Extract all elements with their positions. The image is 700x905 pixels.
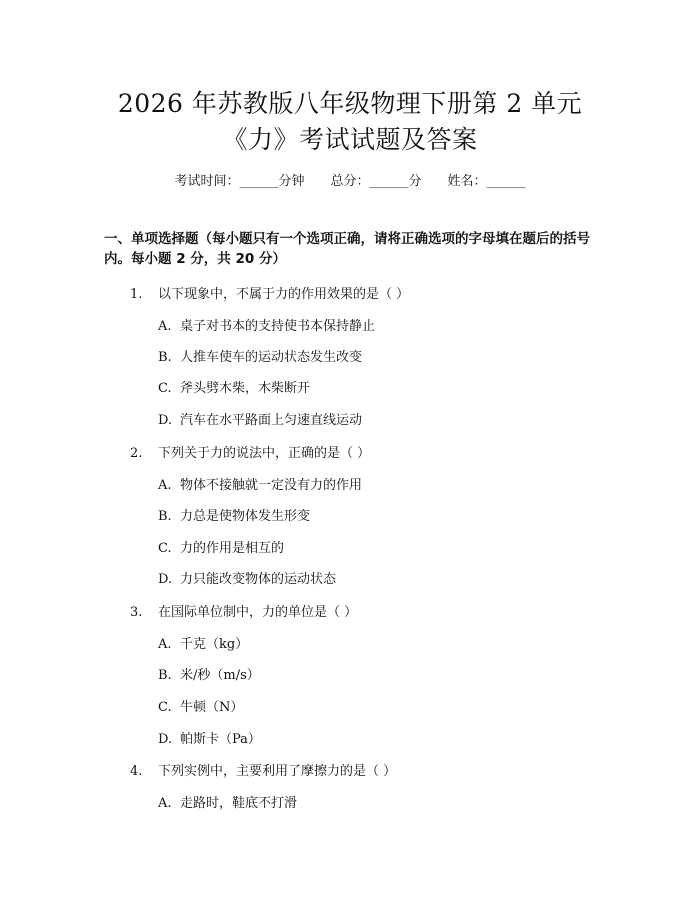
option-letter: B. (158, 509, 172, 524)
question-4 (130, 760, 396, 779)
option-letter: A. (158, 796, 172, 811)
option-3b (158, 664, 260, 683)
student-name-field: 姓名：______ (447, 174, 526, 189)
option-1a (158, 315, 375, 334)
option-2a (158, 474, 362, 493)
option-letter: A. (158, 637, 172, 652)
option-1d (158, 409, 362, 428)
option-text: 力的作用是相互的 (180, 541, 285, 556)
option-text: 米/秒（m/s） (180, 668, 260, 683)
question-2 (130, 442, 370, 461)
option-2b (158, 505, 310, 524)
option-2c (158, 537, 284, 556)
total-score-field: 总分：______分 (330, 174, 422, 189)
option-letter: C. (158, 700, 172, 715)
option-letter: C. (158, 541, 172, 556)
option-text: 走路时，鞋底不打滑 (180, 796, 298, 811)
option-letter: D. (158, 413, 173, 428)
option-text: 力只能改变物体的运动状态 (180, 572, 337, 587)
exam-title-line-2: 《力》考试试题及答案 (222, 125, 478, 154)
option-text: 力总是使物体发生形变 (180, 509, 311, 524)
option-text: 千克（kg） (180, 637, 249, 652)
option-3d (158, 728, 261, 747)
question-number: 3. (130, 605, 143, 620)
question-number: 2. (130, 446, 143, 461)
option-letter: A. (158, 319, 172, 334)
option-2d (158, 568, 336, 587)
option-letter: B. (158, 350, 172, 365)
question-number: 1. (130, 287, 143, 302)
option-text: 斧头劈木柴，木柴断开 (180, 381, 311, 396)
option-text: 帕斯卡（Pa） (180, 732, 261, 747)
exam-time-field: 考试时间：______分钟 (174, 174, 305, 189)
option-4a (158, 792, 297, 811)
option-3c (158, 696, 243, 715)
option-letter: B. (158, 668, 172, 683)
option-letter: D. (158, 572, 173, 587)
exam-title-line-1: 2026 年苏教版八年级物理下册第 2 单元 (117, 89, 583, 118)
question-text: 下列关于力的说法中，正确的是（ ） (158, 446, 371, 461)
question-text: 在国际单位制中，力的单位是（ ） (158, 605, 358, 620)
option-text: 牛顿（N） (180, 700, 244, 715)
option-text: 物体不接触就一定没有力的作用 (180, 478, 363, 493)
question-3 (130, 601, 357, 620)
question-1 (130, 283, 409, 302)
option-1c (158, 377, 310, 396)
option-text: 桌子对书本的支持使书本保持静止 (180, 319, 376, 334)
question-text: 下列实例中，主要利用了摩擦力的是（ ） (158, 764, 397, 779)
option-text: 人推车使车的运动状态发生改变 (180, 350, 363, 365)
question-text: 以下现象中，不属于力的作用效果的是（ ） (158, 287, 410, 302)
option-letter: D. (158, 732, 173, 747)
exam-info-bar (0, 170, 700, 189)
question-number: 4. (130, 764, 143, 779)
section-heading: 一、单项选择题（每小题只有一个选项正确，请将正确选项的字母填在题后的括号内。每小题 2 分，共 20 分） (104, 231, 590, 267)
option-1b (158, 346, 362, 365)
option-3a (158, 633, 248, 652)
option-text: 汽车在水平路面上匀速直线运动 (180, 413, 363, 428)
option-letter: C. (158, 381, 172, 396)
option-letter: A. (158, 478, 172, 493)
